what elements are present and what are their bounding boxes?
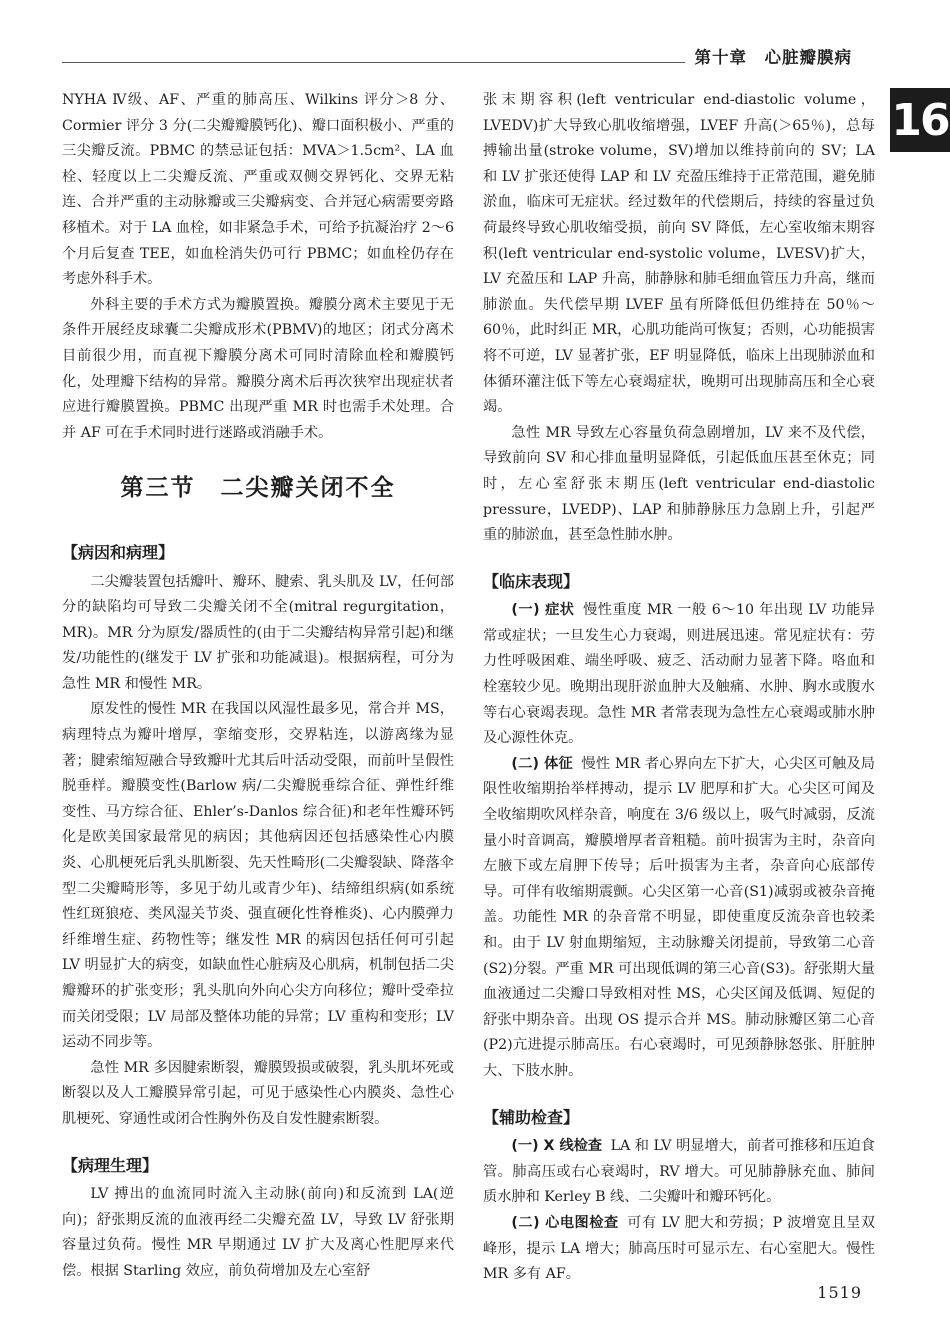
paragraph-acute-mr-causes: 急性 MR 多因腱索断裂，瓣膜毁损或破裂，乳头肌坏死或断裂以及人工瓣膜异常引起，可见于感染性心内膜炎、急性心肌梗死、穿通性或闭合性胸外伤及自发性腱索断裂。 bbox=[62, 1059, 454, 1127]
paragraph-compensation: 张末期容积(left ventricular end-diastolic volume，LVEDV)扩大导致心肌收缩增强，LVEF 升高(＞65％)，总每搏输出量(stroke volume，SV)增加以维持前向的 SV；LA 和 LV 扩张还使得 LAP 和 LV 充盈压维持于正常范围，避免肺淤血，临床可无症状。经过数年的代偿期后，持续的容量过负荷最终导致心肌收缩受损，前向 SV 降低，左心室收缩末期容积(left ventricular end-systolic volume，LVESV)扩大，LV 充盈压和 LAP 升高，肺静脉和肺毛细血管压力升高，继而肺淤血。失代偿早期 LVEF 虽有所降低但仍维持在 50％～60％，此时纠正 MR，心肌功能尚可恢复；否则，心功能损害将不可逆，LV 显著扩张，EF 明显降低，临床上出现肺淤血和体循环灌注低下等左心衰竭症状，晚期可出现肺高压和全心衰竭。 bbox=[483, 92, 875, 416]
subheading-signs: (二) 体征 bbox=[511, 755, 573, 772]
paragraph-contraindications: NYHA Ⅳ级、AF、严重的肺高压、Wilkins 评分＞8 分、Cormier 评分 3 分(二尖瓣瓣膜钙化)、瓣口面积极小、严重的三尖瓣反流。PBMC 的禁忌证包括：MVA＞1.5cm²、LA 血栓、轻度以上二尖瓣反流、严重或双侧交界钙化、交界无粘连、合并严重的主动脉瓣或三尖瓣病变、合并冠心病需要旁路移植术。对于 LA 血栓，如非紧急手术，可给予抗凝治疗 2～6 个月后复查 TEE，如血栓消失仍可行 PBMC；如血栓仍存在考虑外科手术。 bbox=[62, 92, 454, 288]
left-column bbox=[62, 88, 454, 1285]
section-title: 第三节 二尖瓣关闭不全 bbox=[120, 475, 396, 502]
paragraph-primary-chronic-mr: 原发性的慢性 MR 在我国以风湿性最多见，常合并 MS，病理特点为瓣叶增厚，挛缩变形，交界粘连，以游离缘为显著；腱索缩短融合导致瓣叶尤其后叶活动受限，而前叶呈假性脱垂样。瓣膜变性(Barlow 病/二尖瓣脱垂综合征、弹性纤维变性、马方综合征、Ehler’s-Danlos 综合征)和老年性瓣环钙化是欧美国家最常见的病因；其他病因还包括感染性心内膜炎、心肌梗死后乳头肌断裂、先天性畸形(二尖瓣裂缺、降落伞型二尖瓣畸形等，多见于幼儿或青少年)、结缔组织病(如系统性红斑狼疮、类风湿关节炎、强直硬化性脊椎炎)、心内膜弹力纤维增生症、药物性等；继发性 MR 的病因包括任何可引起 LV 明显扩大的病变，如缺血性心脏病及心肌病，机制包括二尖瓣瓣环的扩张变形；乳头肌向外向心尖方向移位；瓣叶受牵拉而关闭受限；LV 局部及整体功能的异常；LV 重构和变形；LV 运动不同步等。 bbox=[62, 701, 454, 1051]
subheading-ecg: (二) 心电图检查 bbox=[511, 1214, 619, 1231]
paragraph-surgery: 外科主要的手术方式为瓣膜置换。瓣膜分离术主要见于无条件开展经皮球囊二尖瓣成形术(PBMV)的地区；闭式分离术目前很少用，而直视下瓣膜分离术可同时清除血栓和瓣膜钙化，处理瓣下结构的异常。瓣膜分离术后再次狭窄出现症状者应进行瓣膜置换。PBMC 出现严重 MR 时也需手术处理。合并 AF 可在手术同时进行迷路或消融手术。 bbox=[62, 296, 454, 441]
chapter-tab: 16 bbox=[890, 88, 950, 152]
paragraph-signs bbox=[483, 752, 875, 1085]
paragraph-lv-flow: LV 搏出的血流同时流入主动脉(前向)和反流到 LA(逆向)；舒张期反流的血液再经二尖瓣充盈 LV，导致 LV 舒张期容量过负荷。慢性 MR 早期通过 LV 扩大及离心性肥厚来代偿。根据 Starling 效应，前负荷增加及左心室舒 bbox=[62, 1186, 454, 1279]
ecg-text: 可有 LV 肥大和劳损；P 波增宽且呈双峰形，提示 LA 增大；肺高压时可显示左、右心室肥大。慢性 MR 多有 AF。 bbox=[483, 1214, 875, 1283]
right-column bbox=[483, 88, 875, 1288]
paragraph-ecg bbox=[483, 1211, 875, 1288]
xray-text: LA 和 LV 明显增大，前者可推移和压迫食管。肺高压或右心衰竭时，RV 增大。可见肺静脉充血、肺间质水肿和 Kerley B 线、二尖瓣叶和瓣环钙化。 bbox=[483, 1138, 875, 1206]
paragraph-xray bbox=[483, 1134, 875, 1211]
heading-clinical: 【临床表现】 bbox=[483, 571, 580, 591]
running-header-chapter: 第十章 心脏瓣膜病 bbox=[685, 44, 853, 68]
heading-pathophysiology: 【病理生理】 bbox=[62, 1155, 159, 1175]
paragraph-symptoms bbox=[483, 598, 875, 752]
page-number: 1519 bbox=[817, 1283, 862, 1302]
heading-etiology: 【病因和病理】 bbox=[62, 542, 175, 562]
subheading-symptoms: (一) 症状 bbox=[511, 602, 575, 619]
paragraph-acute-mr-physiology: 急性 MR 导致左心容量负荷急剧增加，LV 来不及代偿，导致前向 SV 和心排血量明显降低，引起低血压甚至休克；同时，左心室舒张末期压(left ventricular end-diastolic pressure，LVEDP)、LAP 和肺静脉压力急剧上升，引起严重的肺淤血，甚至急性肺水肿。 bbox=[483, 424, 875, 544]
symptoms-text: 慢性重度 MR 一般 6～10 年出现 LV 功能异常或症状；一旦发生心力衰竭，则进展迅速。常见症状有：劳力性呼吸困难、端坐呼吸、疲乏、活动耐力显著下降。咯血和栓塞较少见。晚期出现肝淤血肿大及触痛、水肿、胸水或腹水等右心衰竭表现。急性 MR 者常表现为急性左心衰竭或肺水肿及心源性休克。 bbox=[483, 602, 875, 747]
paragraph-mitral-apparatus: 二尖瓣装置包括瓣叶、瓣环、腱索、乳头肌及 LV，任何部分的缺陷均可导致二尖瓣关闭不全(mitral regurgitation，MR)。MR 分为原发/器质性的(由于二尖瓣结构异常引起)和继发/功能性的(继发于 LV 扩张和功能减退)。根据病程，可分为急性 MR 和慢性 MR。 bbox=[62, 573, 454, 692]
signs-text: 慢性 MR 者心界向左下扩大，心尖区可触及局限性收缩期抬举样搏动，提示 LV 肥厚和扩大。心尖区可闻及全收缩期吹风样杂音，响度在 3/6 级以上，吸气时减弱，反流量小时音调高，瓣膜增厚者音粗糙。前叶损害为主时，杂音向左腋下或左肩胛下传导；后叶损害为主者，杂音向心底部传导。可伴有收缩期震颤。心尖区第一心音(S1)减弱或被杂音掩盖。功能性 MR 的杂音常不明显，即使重度反流杂音也较柔和。由于 LV 射血期缩短，主动脉瓣关闭提前，导致第二心音(S2)分裂。严重 MR 可出现低调的第三心音(S3)。舒张期大量血液通过二尖瓣口导致相对性 MS，心尖区闻及低调、短促的舒张中期杂音。出现 OS 提示合并 MS。肺动脉瓣区第二心音(P2)亢进提示肺高压。右心衰竭时，可见颈静脉怒张、肝脏肿大、下肢水肿。 bbox=[483, 755, 875, 1079]
heading-auxiliary-exams: 【辅助检查】 bbox=[483, 1107, 580, 1127]
subheading-xray: (一) X 线检查 bbox=[511, 1138, 603, 1155]
